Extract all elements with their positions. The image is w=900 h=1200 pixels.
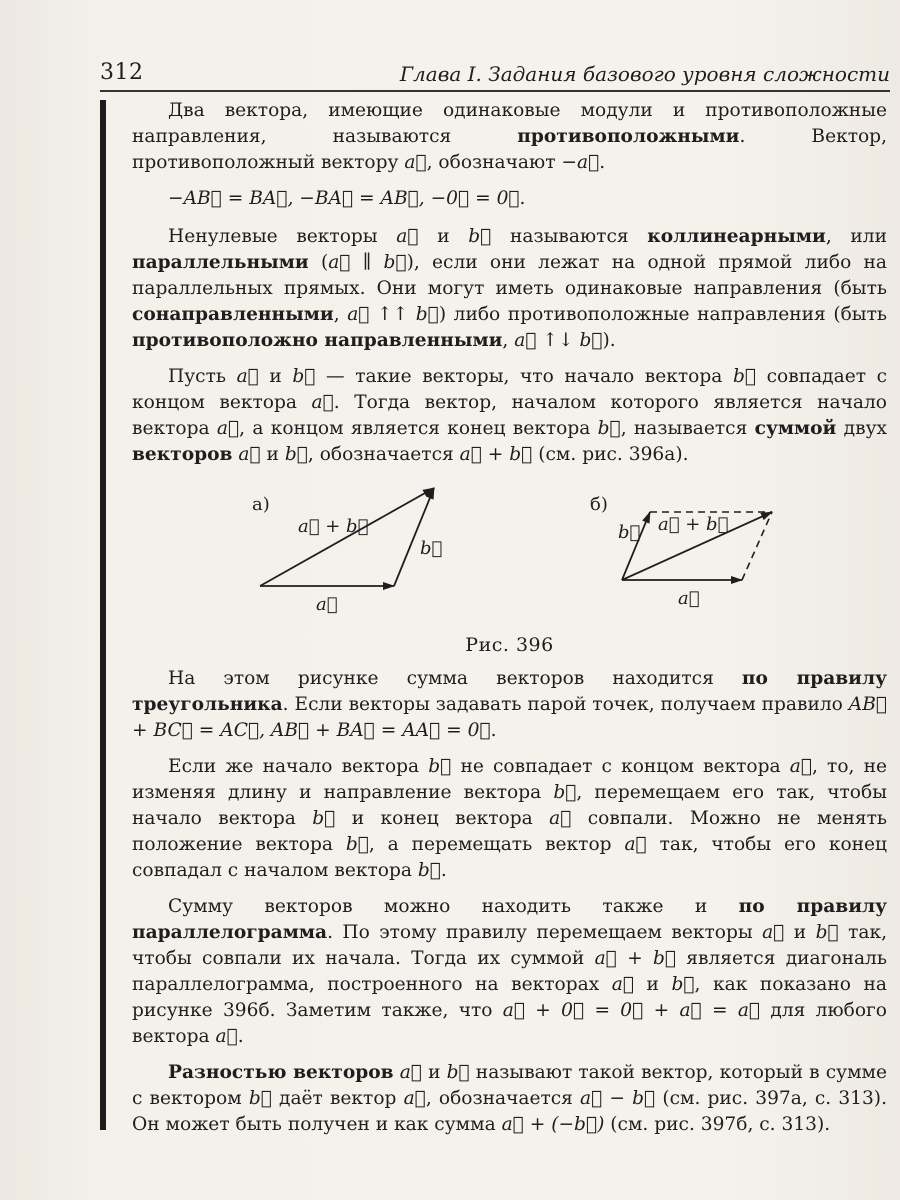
b-label-a: b⃗ [420, 538, 443, 559]
text-run: — такие векторы, что начало вектора [315, 366, 733, 387]
text-run: . Тогда вектор, началом которого является начало вектора [132, 392, 887, 439]
math-expression: a⃗ − b⃗ [580, 1088, 656, 1109]
math-expression: b⃗ [732, 366, 757, 387]
text-run: На этом рисунке сумма векторов находится [168, 668, 742, 689]
text-run: , [502, 330, 515, 351]
math-expression: a⃗ [403, 1088, 426, 1109]
text-run: , обозначают − [426, 152, 577, 173]
math-expression: b⃗ [248, 1088, 272, 1109]
bold-term: противоположно направленными [132, 330, 503, 351]
math-expression: a⃗ [404, 152, 427, 173]
text-run: . [599, 152, 606, 173]
text-run: и [418, 226, 469, 247]
text-block-2 [132, 666, 887, 1138]
panel-b-label: б) [590, 494, 608, 515]
paragraph [132, 754, 887, 884]
text-run: ) либо противоположные направления (быть [438, 304, 887, 325]
bold-term: параллельными [132, 252, 309, 273]
text-run: (см. рис. 397б, с. 313). [604, 1114, 831, 1135]
text-run: , обозначается [425, 1088, 581, 1109]
bold-term: векторов [132, 444, 233, 465]
text-run: , или [825, 226, 887, 247]
math-expression: a⃗ [216, 418, 240, 439]
figure-drawing [132, 478, 887, 628]
text-run: не совпадает с концом вектора [451, 756, 790, 777]
text-run: Если же начало вектора [168, 756, 429, 777]
math-expression: b⃗ [815, 922, 839, 943]
text-run: называют такой вектор, который в сумме с вектором [132, 1062, 887, 1109]
math-expression: −AB⃗ = BA⃗, −BA⃗ = AB⃗, −0⃗ = 0⃗. [168, 188, 526, 209]
math-expression: b⃗ [671, 974, 695, 995]
math-expression: a⃗ [238, 444, 261, 465]
math-expression: b⃗ [428, 756, 452, 777]
bold-term: коллинеарными [647, 226, 826, 247]
running-head: Глава I. Задания базового уровня сложности [399, 62, 890, 86]
text-run: и [258, 366, 293, 387]
bold-term: суммой [754, 418, 837, 439]
math-expression: a⃗ [762, 922, 785, 943]
text-run: так, чтобы совпали их начала. Тогда их суммой [132, 922, 887, 969]
text-run: . Вектор, противоположный вектору [132, 126, 887, 173]
paragraph [132, 666, 887, 744]
text-run: . По этому правилу перемещаем векторы [327, 922, 763, 943]
main-text [132, 98, 887, 1148]
math-expression: a⃗ ↑↓ b⃗ [514, 330, 603, 351]
sum-label-a: a⃗ + b⃗ [298, 516, 369, 537]
math-expression: a⃗ [611, 974, 634, 995]
paragraph [132, 894, 887, 1050]
math-expression: a⃗ + (−b⃗) [501, 1114, 605, 1135]
text-run: , а перемещать вектор [368, 834, 625, 855]
math-expression: a⃗ [311, 392, 334, 413]
text-run: , то, не изменяя длину и направление вектора [132, 756, 887, 803]
math-expression: a⃗ [236, 366, 259, 387]
text-run: , называется [620, 418, 755, 439]
math-expression: AB⃗ + BC⃗ = AC⃗, AB⃗ + BA⃗ = AA⃗ = 0⃗ [132, 694, 888, 741]
math-expression: a⃗ ↑↑ b⃗ [347, 304, 439, 325]
text-run: совпадает с концом вектора [132, 366, 888, 413]
a-label-b: a⃗ [678, 588, 700, 609]
page-number: 312 [100, 60, 144, 85]
text-block-1 [132, 98, 887, 468]
text-run: . Если векторы задавать парой точек, получаем правило [282, 694, 849, 715]
text-run: Сумму векторов можно находить также и [168, 896, 739, 917]
math-expression: b⃗ [284, 444, 308, 465]
math-expression: a⃗ [396, 226, 419, 247]
text-run: так, чтобы его конец совпадал с началом вектора [132, 834, 888, 881]
math-expression: a⃗ [215, 1026, 238, 1047]
text-run: (см. рис. 396а). [532, 444, 689, 465]
text-run: . [440, 860, 447, 881]
paragraph [132, 364, 887, 468]
text-run: (см. рис. 397а, с. 313). Он может быть получен и как сумма [132, 1088, 887, 1135]
math-expression: a⃗ + 0⃗ = 0⃗ + a⃗ = a⃗ [502, 1000, 761, 1021]
bold-term: Разностью векторов [168, 1062, 394, 1083]
math-expression: b⃗ [553, 782, 577, 803]
text-run: и [260, 444, 285, 465]
text-run: , обозначается [307, 444, 460, 465]
text-run: , [333, 304, 348, 325]
text-run: , как показано на рисунке 396б. Заметим также, что [132, 974, 887, 1021]
text-run: для любого вектора [132, 1000, 887, 1047]
math-expression: b⃗ [417, 860, 441, 881]
math-expression: a⃗ ∥ b⃗ [328, 252, 407, 273]
math-expression: b⃗ [446, 1062, 470, 1083]
math-expression: b⃗ [292, 366, 316, 387]
margin-rule [100, 100, 106, 1130]
dashed-side-right [742, 512, 772, 580]
text-run: . [490, 720, 497, 741]
math-expression: b⃗ [468, 226, 492, 247]
text-run: ). [602, 330, 616, 351]
b-label-b: b⃗ [618, 522, 641, 543]
panel-a-label: а) [252, 494, 270, 515]
text-run: и [634, 974, 672, 995]
text-run: . [237, 1026, 244, 1047]
text-run: называются [491, 226, 648, 247]
bold-term: по правилу параллелограмма [132, 896, 887, 943]
figure-396 [132, 478, 887, 628]
a-label-a: a⃗ [316, 594, 338, 615]
math-expression: a⃗ + b⃗ [594, 948, 676, 969]
text-run: ( [308, 252, 329, 273]
bold-term: противоположными [517, 126, 740, 147]
math-expression: b⃗ [597, 418, 621, 439]
formula-line [132, 186, 887, 212]
text-run: Ненулевые векторы [168, 226, 397, 247]
text-run: Пусть [168, 366, 237, 387]
sum-label-b: a⃗ + b⃗ [658, 514, 729, 535]
page-header [100, 56, 890, 92]
text-run: двух [836, 418, 888, 439]
math-expression: b⃗ [345, 834, 369, 855]
math-expression: a⃗ [624, 834, 647, 855]
math-expression: b⃗ [312, 808, 336, 829]
text-run: даёт вектор [271, 1088, 404, 1109]
paragraph [132, 224, 887, 354]
text-run: ), если они лежат на одной прямой либо на параллельных прямых. Они могут иметь одинаковые направления (быть [132, 252, 887, 299]
text-run: является диагональ параллелограмма, построенного на векторах [132, 948, 887, 995]
text-run: совпали. Можно не менять положение вектора [132, 808, 888, 855]
math-expression: a⃗ [576, 152, 600, 173]
math-expression: a⃗ + b⃗ [459, 444, 533, 465]
bold-term: по правилу треугольника [132, 668, 887, 715]
paragraph [132, 98, 887, 176]
math-expression: a⃗ [549, 808, 572, 829]
text-run: , а концом является конец вектора [239, 418, 598, 439]
math-expression: a⃗ [399, 1062, 422, 1083]
text-run: и конец вектора [335, 808, 550, 829]
math-expression: a⃗ [789, 756, 812, 777]
text-run: , перемещаем его так, чтобы начало вектора [132, 782, 887, 829]
bold-term: сонаправленными [132, 304, 334, 325]
text-run: и [784, 922, 816, 943]
text-run: и [421, 1062, 447, 1083]
text-run: Два вектора, имеющие одинаковые модули и противоположные направления, называются [132, 100, 887, 147]
paragraph [132, 1060, 887, 1138]
figure-caption: Рис. 396 [465, 634, 554, 656]
